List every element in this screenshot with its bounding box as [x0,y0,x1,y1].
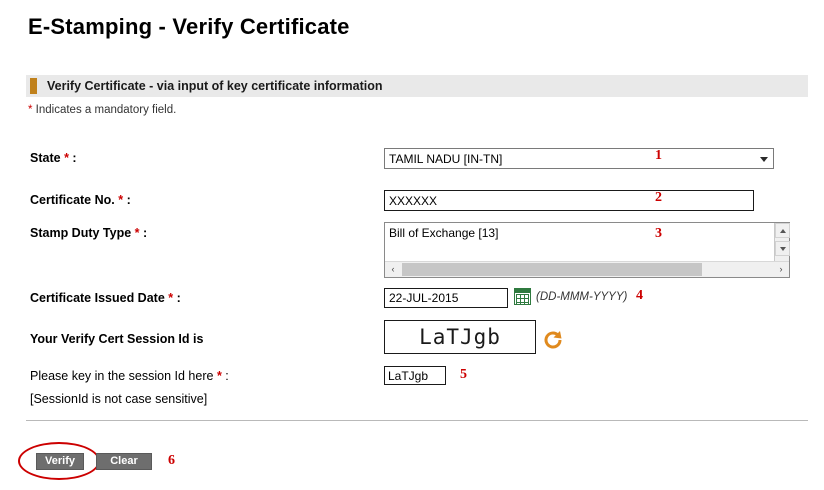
certificate-issued-date-label-text: Certificate Issued Date [30,291,165,305]
stamp-duty-type-label [30,226,147,240]
scroll-down-icon[interactable] [775,241,790,256]
refresh-captcha-icon[interactable] [542,329,564,351]
marker-5: 5 [460,367,467,382]
chevron-down-icon [760,157,768,162]
stamp-duty-type-required-mark: * [134,226,140,240]
certificate-issued-date-colon: : [176,291,181,305]
session-id-case-note: [SessionId is not case sensitive] [30,392,208,406]
certificate-no-colon: : [126,193,131,207]
listbox-horizontal-scrollbar[interactable] [385,261,789,277]
calendar-icon-grid [516,294,529,304]
page-title: E-Stamping - Verify Certificate [28,14,350,39]
scroll-up-icon[interactable] [775,223,790,238]
stamp-duty-type-listbox[interactable] [384,222,790,278]
date-format-hint: (DD-MMM-YYYY) [536,291,628,303]
state-label-text: State [30,151,61,165]
session-id-input-label-text: Please key in the session Id here [30,369,214,383]
captcha-image [384,320,536,354]
captcha-text: LaTJgb [419,325,501,349]
certificate-no-required-mark: * [118,193,124,207]
scroll-left-icon[interactable]: ‹ [385,262,401,277]
state-label [30,151,77,165]
certificate-no-label-text: Certificate No. [30,193,115,207]
marker-6: 6 [168,453,175,468]
session-id-display-label: Your Verify Cert Session Id is [30,332,204,346]
certificate-issued-date-required-mark: * [168,291,174,305]
marker-3: 3 [655,226,662,241]
session-id-required-mark: * [216,369,222,383]
horizontal-scroll-thumb[interactable] [402,263,702,276]
marker-1: 1 [655,148,662,163]
stamp-duty-type-colon: : [143,226,148,240]
stamp-duty-type-selected-option[interactable]: Bill of Exchange [13] [389,226,499,240]
session-id-input-label [30,369,229,383]
clear-button[interactable]: Clear [96,453,152,470]
form-divider [26,420,808,421]
verify-button[interactable]: Verify [36,453,84,470]
calendar-icon-header [515,289,530,293]
state-selected-value: TAMIL NADU [IN-TN] [389,152,503,166]
calendar-icon[interactable] [514,288,531,305]
state-colon: : [72,151,77,165]
session-id-input[interactable] [384,366,446,385]
session-id-colon: : [225,369,229,383]
scroll-right-icon[interactable]: › [773,262,789,277]
state-select[interactable] [384,148,774,169]
stamp-duty-type-label-text: Stamp Duty Type [30,226,132,240]
mandatory-note-text: Indicates a mandatory field. [32,104,177,116]
marker-4: 4 [636,288,643,303]
certificate-issued-date-label [30,291,181,305]
certificate-no-input[interactable] [384,190,754,211]
certificate-no-label [30,193,131,207]
certificate-issued-date-input[interactable] [384,288,508,308]
section-header-label: Verify Certificate - via input of key certificate information [47,79,383,93]
mandatory-star: * [28,104,33,116]
marker-2: 2 [655,190,662,205]
state-required-mark: * [64,151,69,165]
listbox-vertical-scrollbar[interactable] [774,223,789,263]
